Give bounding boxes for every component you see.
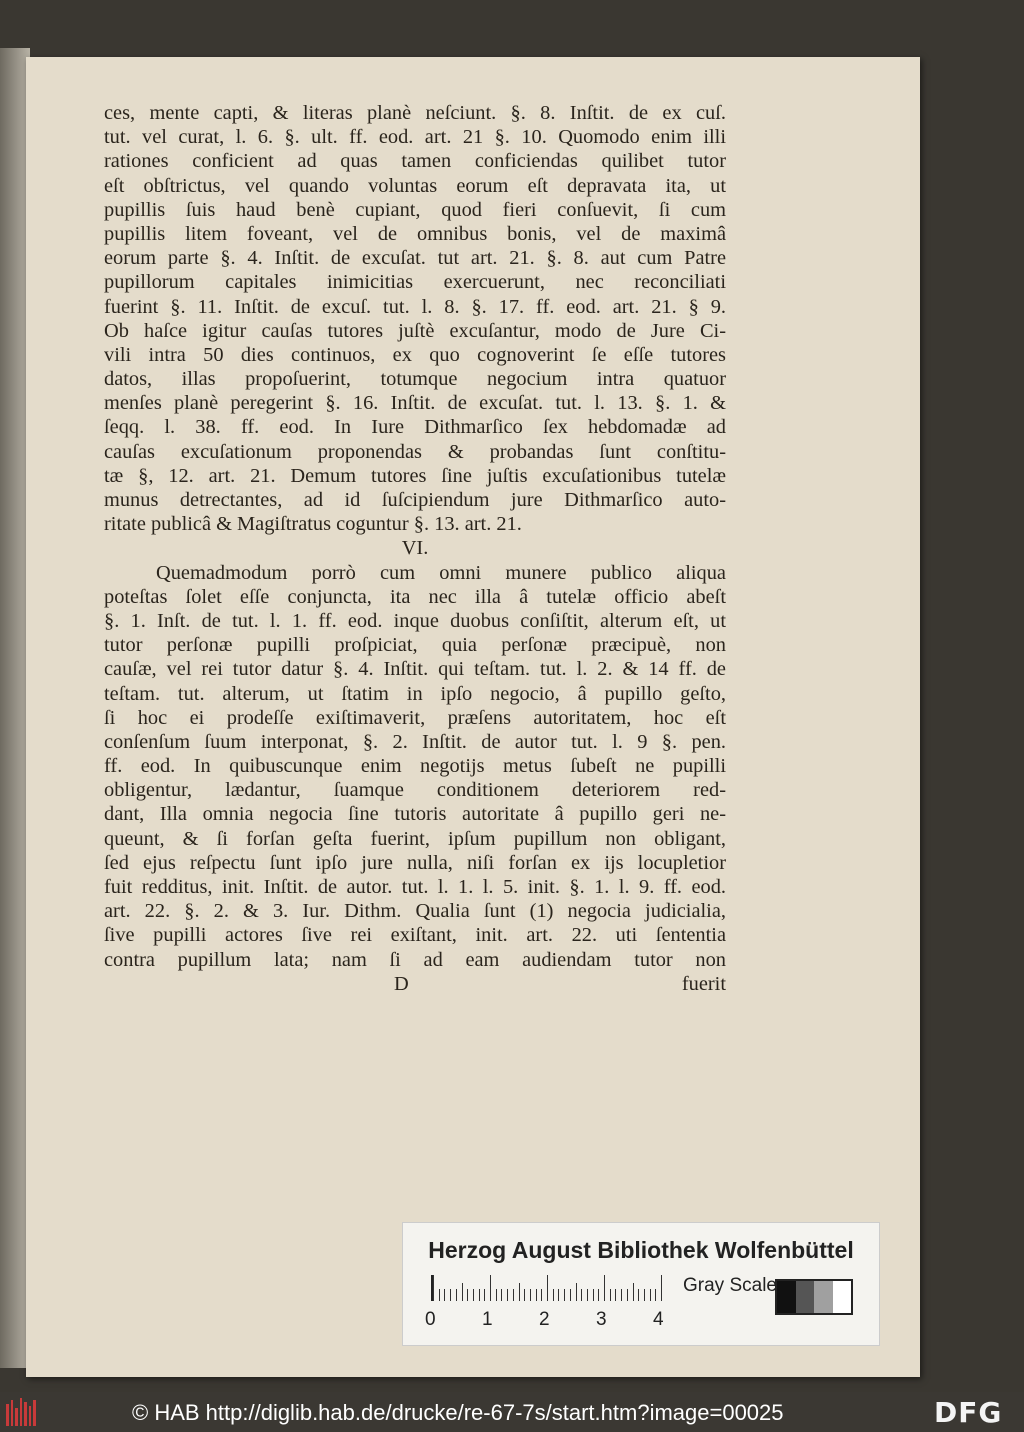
text-line: ces, mente capti, & literas planè neſciunt. §. 8. Inſtit. de ex cuſ. xyxy=(104,102,726,124)
ruler-tick xyxy=(581,1289,582,1301)
ruler-tick xyxy=(610,1289,611,1301)
text-line: obligentur, lædantur, ſuamque conditionem deteriorem red- xyxy=(104,779,726,802)
gray-scale-label: Gray Scale xyxy=(683,1275,777,1296)
text-line: menſes planè peregerint §. 16. Inſtit. de excuſat. tut. l. 13. §. 1. & xyxy=(104,392,726,415)
ruler-tick xyxy=(513,1289,514,1301)
ruler-tick xyxy=(541,1289,542,1301)
text-line: Quemadmodum porrò cum omni munere publico aliqua xyxy=(156,561,726,584)
text-line: Ob haſce igitur cauſas tutores juſtè excuſantur, modo de Jure Ci- xyxy=(104,319,726,342)
ruler-tick xyxy=(638,1289,639,1301)
ruler-tick xyxy=(490,1275,491,1301)
ruler-tick xyxy=(484,1289,485,1301)
ruler-number: 2 xyxy=(539,1309,550,1330)
ruler-tick xyxy=(456,1289,457,1301)
ruler-tick xyxy=(496,1289,497,1301)
text-line: vili intra 50 dies continuos, ex quo cognoverint ſe eſſe tutores xyxy=(104,343,726,366)
ruler-number: 1 xyxy=(482,1309,493,1330)
ruler-tick xyxy=(655,1289,656,1301)
gray-swatch xyxy=(796,1281,815,1313)
ruler-tick xyxy=(598,1289,599,1301)
gray-swatch xyxy=(833,1281,852,1313)
text-line: pupillorum capitales inimicitias exercuerunt, nec reconciliati xyxy=(104,271,726,294)
ruler-tick xyxy=(433,1275,434,1301)
gray-scale-swatches xyxy=(775,1279,853,1315)
text-line: fuit redditus, init. Inſtit. de autor. tut. l. 1. l. 5. init. §. 1. l. 9. ff. eod. xyxy=(104,876,726,898)
ruler-tick xyxy=(439,1289,440,1301)
section-heading: VI. xyxy=(401,537,429,560)
color-calibration-card xyxy=(402,1222,880,1346)
ruler-tick xyxy=(633,1283,634,1301)
page-footer xyxy=(104,972,726,996)
ruler-tick xyxy=(519,1283,520,1301)
ruler-tick xyxy=(507,1289,508,1301)
text-line: pupillis litem foveant, vel de omnibus bonis, vel de maximâ xyxy=(104,222,726,245)
text-line: ſeqq. l. 38. ff. eod. In Iure Dithmarſico ſex hebdomadæ ad xyxy=(104,416,726,439)
ruler-number: 3 xyxy=(596,1309,607,1330)
page-text xyxy=(104,101,726,996)
ruler-tick xyxy=(558,1289,559,1301)
ruler-tick xyxy=(621,1289,622,1301)
text-line: eorum parte §. 4. Inſtit. de excuſat. tut art. 21. §. 8. aut cum Patre xyxy=(104,247,726,270)
text-line: ſi hoc ei prodeſſe exiſtimaverit, præſens autoritatem, hoc eſt xyxy=(104,706,726,729)
ruler-tick xyxy=(650,1289,651,1301)
text-line: §. 1. Inſt. de tut. l. 1. ff. eod. inque duobus conſiſtit, alterum eſt, ut xyxy=(104,609,726,632)
text-line: cauſas excuſationum proponendas & probandas ſunt conſtitu- xyxy=(104,440,726,463)
ruler-number: 0 xyxy=(425,1309,436,1330)
ruler-numbers xyxy=(425,1309,685,1331)
text-line: queunt, & ſi forſan geſta fuerint, ipſum pupillum non obligant, xyxy=(104,827,726,850)
gray-swatch xyxy=(777,1281,796,1313)
ruler-tick xyxy=(593,1289,594,1301)
ruler-tick xyxy=(536,1289,537,1301)
library-name: Herzog August Bibliothek Wolfenbüttel xyxy=(428,1237,854,1263)
ruler-tick xyxy=(644,1289,645,1301)
ruler-tick xyxy=(530,1289,531,1301)
text-line: dant, Illa omnia negocia ſine tutoris autoritate â pupillo geri ne- xyxy=(104,803,726,826)
text-line: ff. eod. In quibuscunque enim negotijs metus ſubeſt ne pupilli xyxy=(104,755,726,778)
ruler-tick xyxy=(587,1289,588,1301)
catchword: fuerit xyxy=(681,972,726,995)
text-line: munus detrectantes, ad id ſuſcipiendum jure Dithmarſico auto- xyxy=(104,489,726,511)
text-line: fuerint §. 11. Inſtit. de excuſ. tut. l. 8. §. 17. ff. eod. art. 21. § 9. xyxy=(104,295,726,318)
text-line: eſt obſtrictus, vel quando voluntas eorum eſt depravata ita, ut xyxy=(104,174,726,197)
hab-logo-icon xyxy=(6,1398,36,1426)
ruler-tick xyxy=(479,1289,480,1301)
ruler-tick xyxy=(501,1289,502,1301)
ruler-number: 4 xyxy=(653,1309,664,1330)
ruler-tick xyxy=(604,1275,605,1301)
ruler-tick xyxy=(627,1289,628,1301)
ruler-tick xyxy=(467,1289,468,1301)
text-line: conſenſum ſuum interponat, §. 2. Inſtit. de autor tut. l. 9 §. pen. xyxy=(104,730,726,753)
ruler-tick xyxy=(524,1289,525,1301)
text-line: ritate publicâ & Magiſtratus coguntur §. 13. art. 21. xyxy=(104,513,522,536)
ruler-tick xyxy=(547,1275,548,1301)
scanned-page xyxy=(26,57,920,1377)
text-line: pupillis ſuis haud benè cupiant, quod fieri conſuevit, ſi cum xyxy=(104,198,726,221)
signature-mark: D xyxy=(394,972,409,995)
text-line: tæ §, 12. art. 21. Demum tutores ſine juſtis excuſationibus tutelæ xyxy=(104,464,726,487)
text-line: cauſæ, vel rei tutor datur §. 4. Inſtit. qui teſtam. tut. l. 2. & 14 ff. de xyxy=(104,658,726,681)
gray-swatch xyxy=(814,1281,833,1313)
ruler-tick xyxy=(444,1289,445,1301)
dfg-logo: DFG xyxy=(934,1396,1003,1429)
ruler-tick xyxy=(661,1275,662,1301)
text-line: tut. vel curat, l. 6. §. ult. ff. eod. art. 21 §. 10. Quomodo enim illi xyxy=(104,126,726,149)
ruler-tick xyxy=(564,1289,565,1301)
scale-ruler xyxy=(431,1275,673,1301)
copyright-link[interactable]: © HAB http://diglib.hab.de/drucke/re-67-7s/start.htm?image=00025 xyxy=(132,1400,784,1425)
text-line: contra pupillum lata; nam ſi ad eam audiendam tutor non xyxy=(104,948,726,971)
text-line: datos, illas propoſuerint, totumque negocium intra quatuor xyxy=(104,368,726,391)
text-line: ſive pupilli actores ſive rei exiſtant, init. art. 22. uti ſententia xyxy=(104,924,726,947)
text-line: teſtam. tut. alterum, ut ſtatim in ipſo negocio, â pupillo geſto, xyxy=(104,682,726,705)
ruler-tick xyxy=(615,1289,616,1301)
ruler-tick xyxy=(553,1289,554,1301)
text-line: rationes conficient ad quas tamen conficiendas quilibet tutor xyxy=(104,150,726,173)
ruler-tick xyxy=(450,1289,451,1301)
text-line: art. 22. §. 2. & 3. Iur. Dithm. Qualia ſunt (1) negocia judicialia, xyxy=(104,900,726,923)
footer-bar xyxy=(0,1392,1024,1432)
text-line: ſed ejus reſpectu ſunt ipſo jure nulla, niſi forſan ex ijs locupletior xyxy=(104,851,726,874)
ruler-tick xyxy=(570,1289,571,1301)
ruler-tick xyxy=(462,1283,463,1301)
text-line: tutor perſonæ pupilli proſpiciat, quia perſonæ præcipuè, non xyxy=(104,634,726,657)
ruler-tick xyxy=(473,1289,474,1301)
text-line: poteſtas ſolet eſſe conjuncta, ita nec illa â tutelæ officio abeſt xyxy=(104,585,726,608)
ruler-tick xyxy=(576,1283,577,1301)
